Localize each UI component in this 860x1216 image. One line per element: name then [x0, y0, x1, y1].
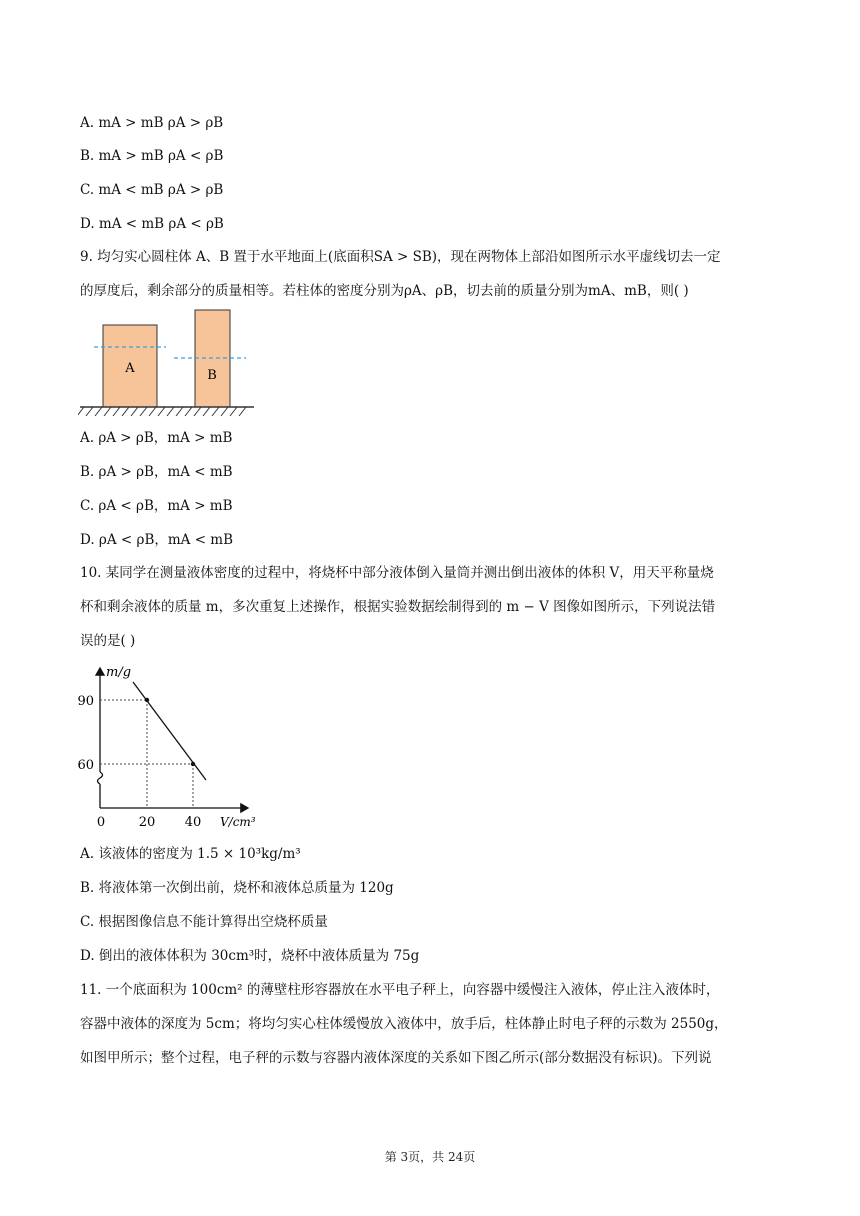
q8-option-c: C. mA < mB ρA > ρB: [80, 182, 224, 198]
q10-option-b: B. 将液体第一次倒出前，烧杯和液体总质量为 120g: [80, 880, 394, 896]
point-40-60: [191, 762, 195, 766]
axis-break: [98, 772, 103, 784]
y-tick-90: 90: [77, 694, 94, 709]
q8-option-a: A. mA > mB ρA > ρB: [80, 115, 224, 131]
q11-stem-line3: 如图甲所示；整个过程，电子秤的示数与容器内液体深度的关系如下图乙所示(部分数据没有标识)。下列说: [80, 1050, 712, 1066]
page-footer: 第 3页，共 24页: [384, 1150, 476, 1164]
origin-label: 0: [96, 815, 106, 830]
y-tick-60: 60: [77, 758, 94, 773]
hatch-mark: [176, 407, 183, 416]
hatch-mark: [158, 407, 165, 416]
hatch-mark: [86, 407, 93, 416]
hatch-mark: [212, 407, 219, 416]
hatch-mark: [167, 407, 174, 416]
hatch-mark: [95, 407, 102, 416]
q10-option-a: A. 该液体的密度为 1.5 × 10³kg/m³: [80, 846, 301, 862]
q8-option-d: D. mA < mB ρA < ρB: [80, 216, 224, 232]
q9-option-d: D. ρA < ρB，mA < mB: [80, 532, 234, 548]
hatch-mark: [131, 407, 138, 416]
ground-hatching: [78, 407, 246, 416]
q10-option-c: C. 根据图像信息不能计算得出空烧杯质量: [80, 914, 328, 930]
hatch-mark: [203, 407, 210, 416]
q10-stem-line3: 误的是( ): [80, 633, 136, 649]
q9-option-c: C. ρA < ρB，mA > mB: [80, 498, 233, 514]
hatch-mark: [78, 407, 84, 416]
q10-graph: [72, 660, 272, 832]
q10-stem-line2: 杯和剩余液体的质量 m，多次重复上述操作，根据实验数据绘制得到的 m − V 图像如图所示，下列说法错: [80, 599, 716, 615]
hatch-mark: [185, 407, 192, 416]
y-axis-label: m/g: [106, 665, 132, 680]
hatch-mark: [221, 407, 228, 416]
m-v-line: [133, 682, 206, 780]
label-b: B: [207, 368, 217, 383]
hatch-mark: [140, 407, 147, 416]
q9-stem-line2: 的厚度后，剩余部分的质量相等。若柱体的密度分别为ρA、ρB，切去前的质量分别为mA、mB，则( ): [80, 283, 689, 299]
q9-option-b: B. ρA > ρB，mA < mB: [80, 464, 233, 480]
hatch-mark: [230, 407, 237, 416]
x-tick-20: 20: [138, 815, 156, 830]
q11-stem-line1: 11. 一个底面积为 100cm² 的薄壁柱形容器放在水平电子秤上，向容器中缓慢注入液体，停止注入液体时，: [80, 982, 720, 998]
q11-stem-line2: 容器中液体的深度为 5cm；将均匀实心柱体缓慢放入液体中，放手后，柱体静止时电子秤的示数为 2550g，: [80, 1016, 728, 1032]
q9-stem-line1: 9. 均匀实心圆柱体 A、B 置于水平地面上(底面积SA > SB)，现在两物体上部沿如图所示水平虚线切去一定: [80, 249, 721, 265]
hatch-mark: [113, 407, 120, 416]
q8-option-b: B. mA > mB ρA < ρB: [80, 148, 224, 164]
q10-option-d: D. 倒出的液体体积为 30cm³时，烧杯中液体质量为 75g: [80, 948, 420, 964]
hatch-mark: [104, 407, 111, 416]
hatch-mark: [239, 407, 246, 416]
q10-stem-line1: 10. 某同学在测量液体密度的过程中，将烧杯中部分液体倒入量筒并测出倒出液体的体积 V，用天平称量烧: [80, 565, 714, 581]
q9-option-a: A. ρA > ρB，mA > mB: [80, 430, 233, 446]
x-axis-label: V/cm³: [220, 815, 256, 829]
x-tick-40: 40: [184, 815, 202, 830]
hatch-mark: [122, 407, 129, 416]
label-a: A: [125, 361, 135, 376]
point-20-90: [145, 698, 149, 702]
hatch-mark: [194, 407, 201, 416]
q9-figure: [78, 305, 260, 421]
hatch-mark: [149, 407, 156, 416]
